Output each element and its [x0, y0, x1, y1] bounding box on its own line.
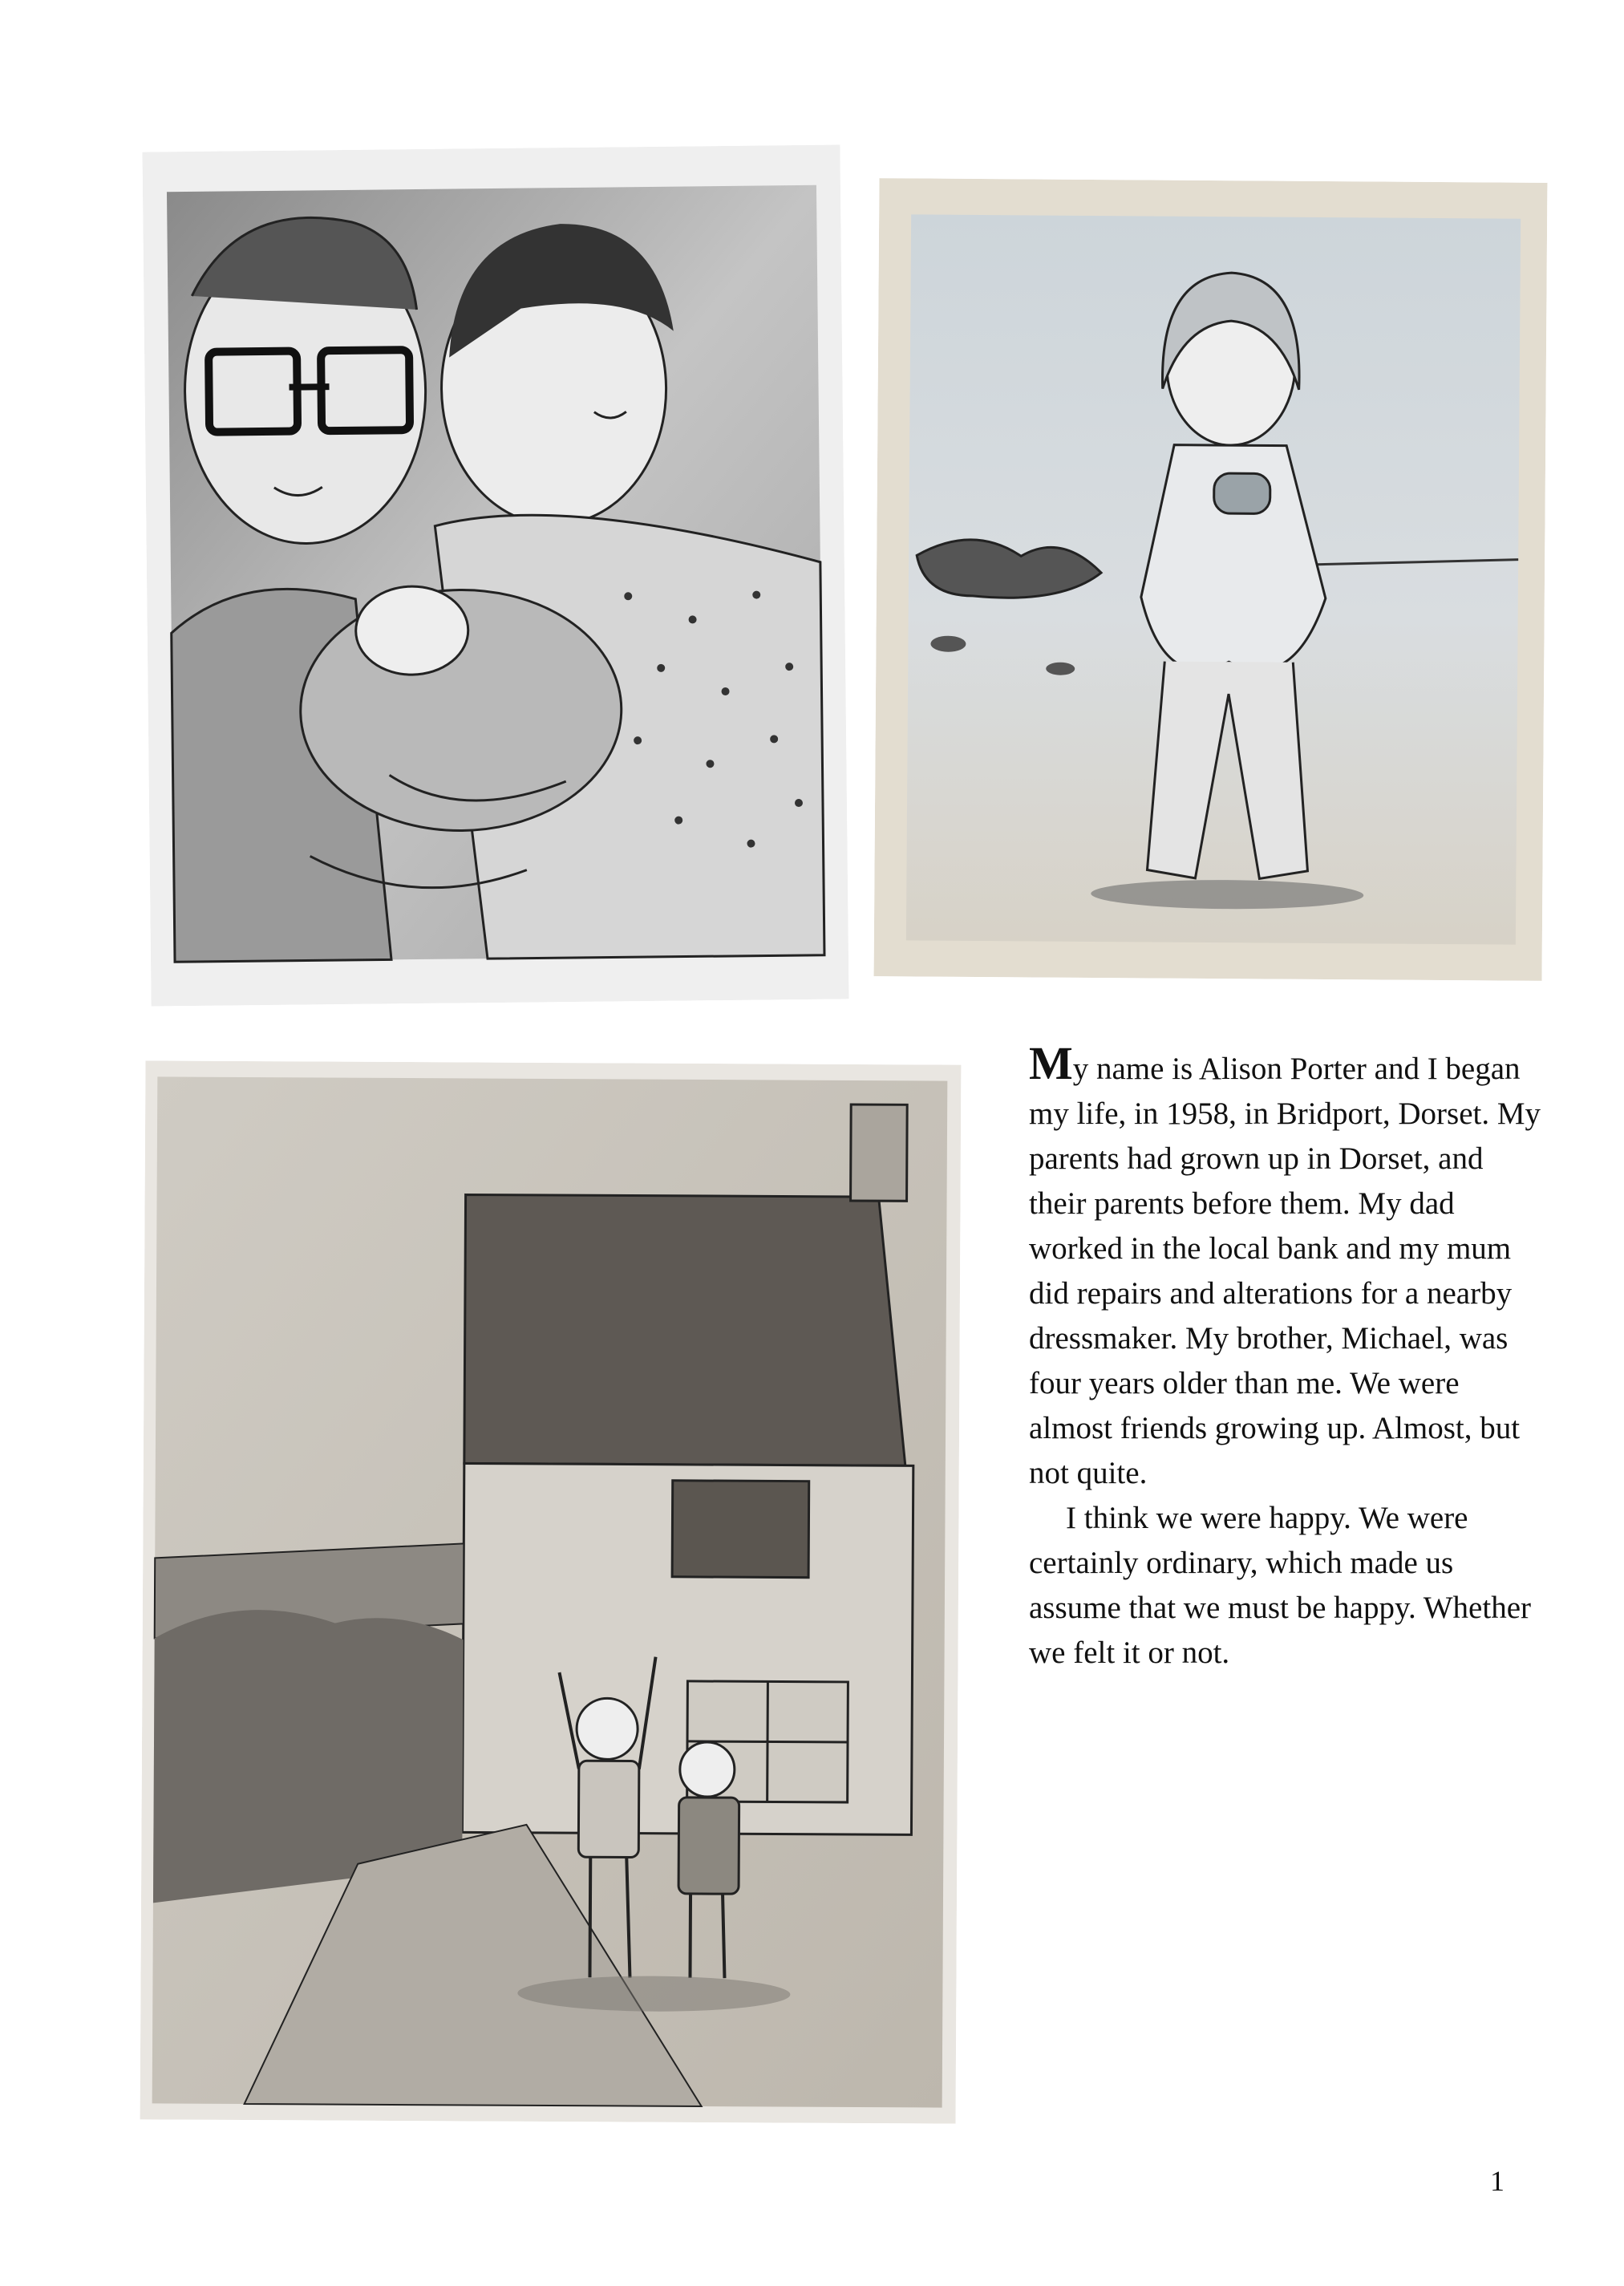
story-paragraph-1 — [1029, 1037, 1542, 1496]
drop-cap: M — [1029, 1037, 1073, 1089]
girl-on-beach-photo — [874, 178, 1548, 981]
children-waving-house-photo — [140, 1060, 962, 2123]
story-paragraph-2: I think we were happy. We were certainly ordinary, which made us assume that we must be happy. Whether we felt it or not. — [1029, 1501, 1531, 1670]
story-text — [1029, 1037, 1542, 1676]
parents-with-baby-photo — [142, 144, 848, 1006]
story-paragraph-1-text: y name is Alison Porter and I began my life, in 1958, in Bridport, Dorset. My parents had grown up in Dorset, and their parents before them. My dad worked in the local bank and my mum did repairs and alterations for a nearby dressmaker. My brother, Michael, was four years older than me. We were almost friends growing up. Almost, but not quite. — [1029, 1052, 1541, 1490]
page-number: 1 — [1490, 2165, 1505, 2197]
